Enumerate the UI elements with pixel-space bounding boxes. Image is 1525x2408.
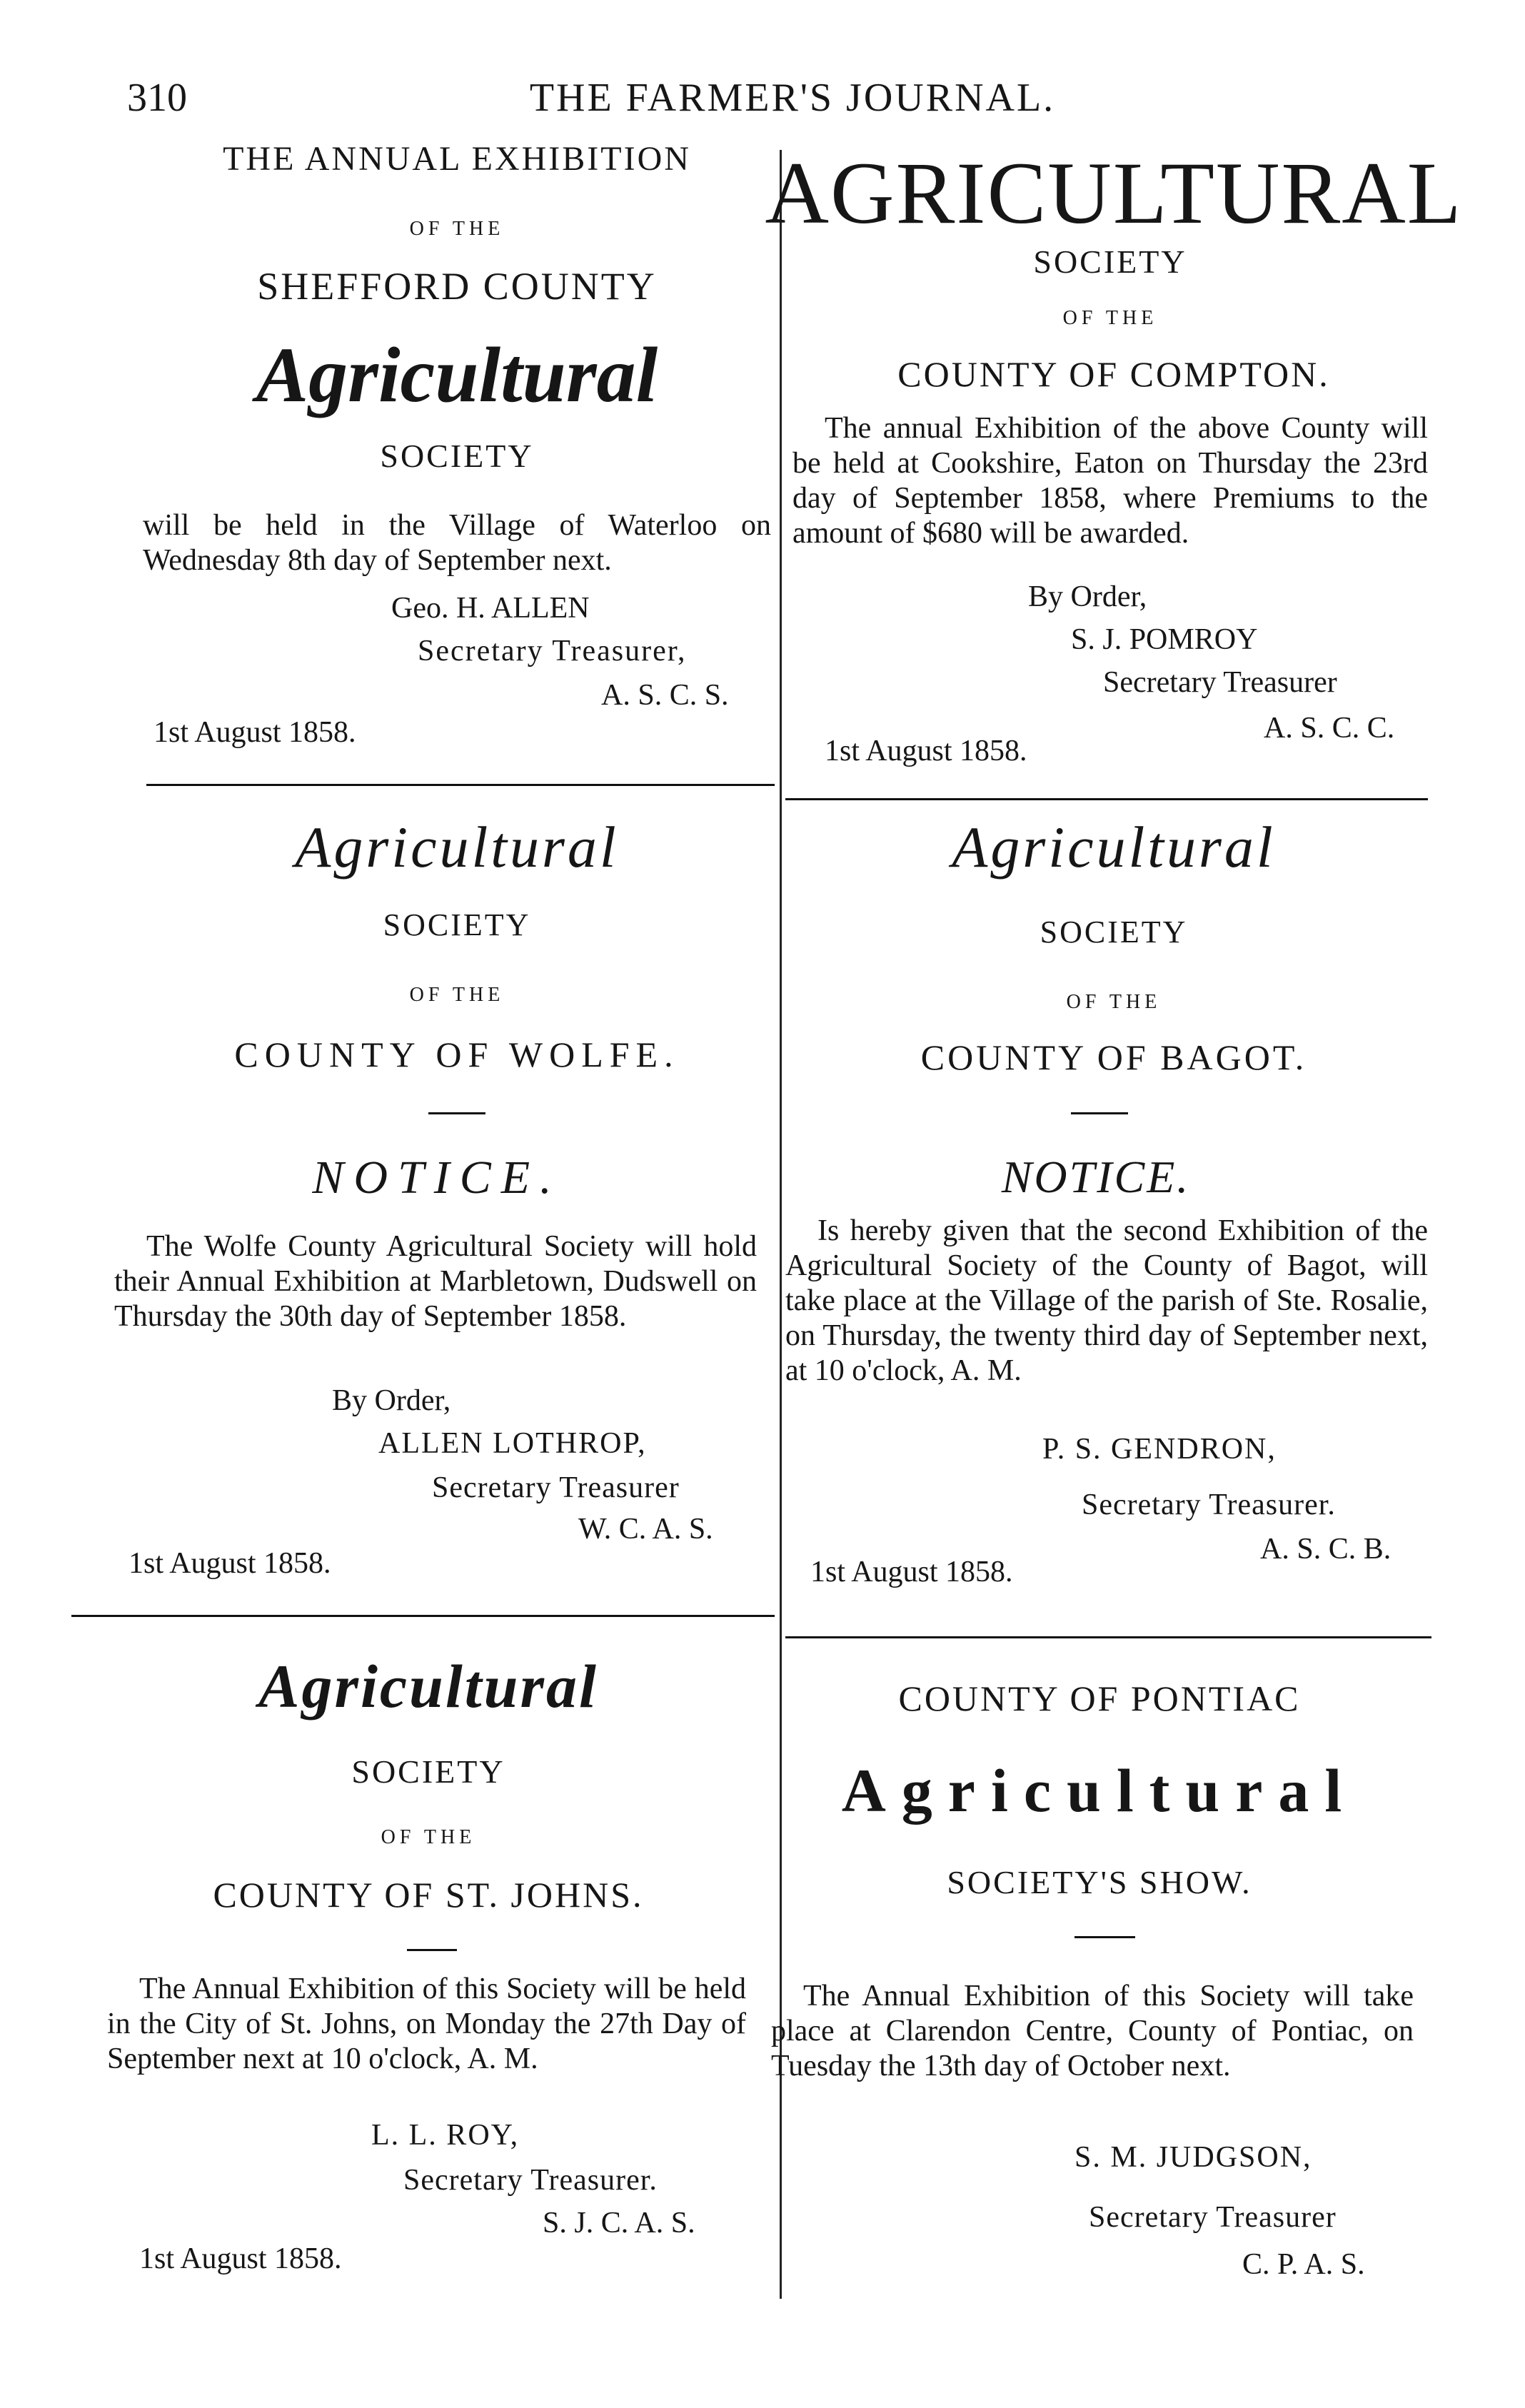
pontiac-county-heading: COUNTY OF PONTIAC — [898, 1678, 1301, 1718]
shefford-date: 1st August 1858. — [153, 716, 356, 749]
bagot-of-the: OF THE — [1066, 991, 1162, 1013]
wolfe-of-the: OF THE — [409, 984, 505, 1006]
bagot-date: 1st August 1858. — [810, 1556, 1013, 1588]
wolfe-signer: ALLEN LOTHROP, — [378, 1427, 647, 1460]
compton-role: Secretary Treasurer — [1103, 666, 1337, 699]
st-johns-body: The Annual Exhibition of this Society will be held in the City of St. Johns, on Monday the 27th Day of September next at 10 o'clock, A. M. — [107, 1973, 746, 2075]
compton-society: SOCIETY — [1033, 243, 1187, 280]
compton-of-the: OF THE — [1062, 307, 1158, 329]
short-rule — [1071, 1112, 1128, 1114]
journal-title: THE FARMER'S JOURNAL. — [529, 76, 1056, 120]
compton-signer: S. J. POMROY — [1071, 623, 1258, 656]
column-divider — [780, 150, 782, 2299]
pontiac-initials: C. P. A. S. — [1242, 2248, 1365, 2281]
st-johns-signer: L. L. ROY, — [371, 2119, 520, 2152]
bagot-society: SOCIETY — [1040, 915, 1188, 949]
bagot-role: Secretary Treasurer. — [1082, 1488, 1336, 1521]
bagot-notice-heading: NOTICE. — [1001, 1152, 1191, 1202]
pontiac-signer: S. M. JUDGSON, — [1074, 2141, 1312, 2174]
st-johns-date: 1st August 1858. — [139, 2242, 342, 2275]
wolfe-body: The Wolfe County Agricultural Society will hold their Annual Exhibition at Marbletown, Dudswell on Thursday the 30th day of September 1858. — [114, 1230, 757, 1333]
short-rule — [407, 1949, 457, 1951]
page-number: 310 — [127, 76, 187, 120]
st-johns-of-the: OF THE — [381, 1826, 476, 1848]
bagot-initials: A. S. C. B. — [1260, 1533, 1391, 1566]
shefford-exhibition-heading: THE ANNUAL EXHIBITION — [223, 140, 691, 178]
bagot-county-heading: COUNTY OF BAGOT. — [920, 1037, 1307, 1077]
section-rule — [71, 1615, 775, 1617]
shefford-body: will be held in the Village of Waterloo on Wednesday 8th day of September next. — [143, 509, 771, 577]
pontiac-agricultural-title: Agricultural — [841, 1756, 1358, 1825]
wolfe-county-heading: COUNTY OF WOLFE. — [234, 1034, 680, 1074]
shefford-society: SOCIETY — [380, 438, 534, 474]
short-rule — [428, 1112, 485, 1114]
st-johns-county-heading: COUNTY OF ST. JOHNS. — [213, 1875, 644, 1915]
st-johns-initials: S. J. C. A. S. — [543, 2207, 695, 2240]
wolfe-date: 1st August 1858. — [129, 1547, 331, 1580]
section-rule — [146, 784, 775, 786]
section-rule — [785, 798, 1428, 800]
pontiac-body: The Annual Exhibition of this Society will take place at Clarendon Centre, County of Pontiac, on Tuesday the 13th day of October next. — [771, 1980, 1414, 2082]
shefford-signer: Geo. H. ALLEN — [391, 592, 590, 625]
bagot-body: Is hereby given that the second Exhibition of the Agricultural Society of the County of Bagot, will take place at the Village of the parish of Ste. Rosalie, on Thursday, the twenty third day of September next, at 10 o'clock, A. M. — [785, 1214, 1428, 1387]
compton-initials: A. S. C. C. — [1264, 712, 1395, 745]
wolfe-notice-heading: NOTICE. — [312, 1152, 562, 1204]
compton-body: The annual Exhibition of the above County will be held at Cookshire, Eaton on Thursday the 23rd day of September 1858, where Premiums to the amount of $680 will be awarded. — [792, 412, 1428, 550]
bagot-agricultural-title: Agricultural — [952, 815, 1276, 880]
wolfe-society: SOCIETY — [383, 907, 531, 942]
st-johns-agricultural-title: Agricultural — [258, 1652, 598, 1721]
shefford-initials: A. S. C. S. — [601, 679, 729, 712]
wolfe-by-order: By Order, — [332, 1384, 451, 1417]
short-rule — [1074, 1936, 1135, 1938]
wolfe-agricultural-title: Agricultural — [295, 815, 619, 880]
st-johns-role: Secretary Treasurer. — [403, 2164, 658, 2197]
compton-by-order: By Order, — [1028, 580, 1147, 613]
wolfe-initials: W. C. A. S. — [578, 1513, 713, 1546]
compton-county-heading: COUNTY OF COMPTON. — [897, 354, 1330, 394]
compton-agricultural-title: AGRICULTURAL — [765, 144, 1463, 242]
shefford-role: Secretary Treasurer, — [418, 635, 687, 668]
bagot-signer: P. S. GENDRON, — [1042, 1433, 1277, 1466]
shefford-agricultural-title: Agricultural — [256, 331, 658, 418]
wolfe-role: Secretary Treasurer — [432, 1471, 680, 1504]
shefford-of-the: OF THE — [409, 218, 505, 240]
shefford-county-heading: SHEFFORD COUNTY — [257, 265, 657, 308]
compton-date: 1st August 1858. — [825, 735, 1027, 767]
pontiac-role: Secretary Treasurer — [1089, 2201, 1337, 2234]
pontiac-show-heading: SOCIETY'S SHOW. — [947, 1864, 1252, 1900]
section-rule — [785, 1636, 1431, 1638]
st-johns-society: SOCIETY — [351, 1753, 505, 1790]
